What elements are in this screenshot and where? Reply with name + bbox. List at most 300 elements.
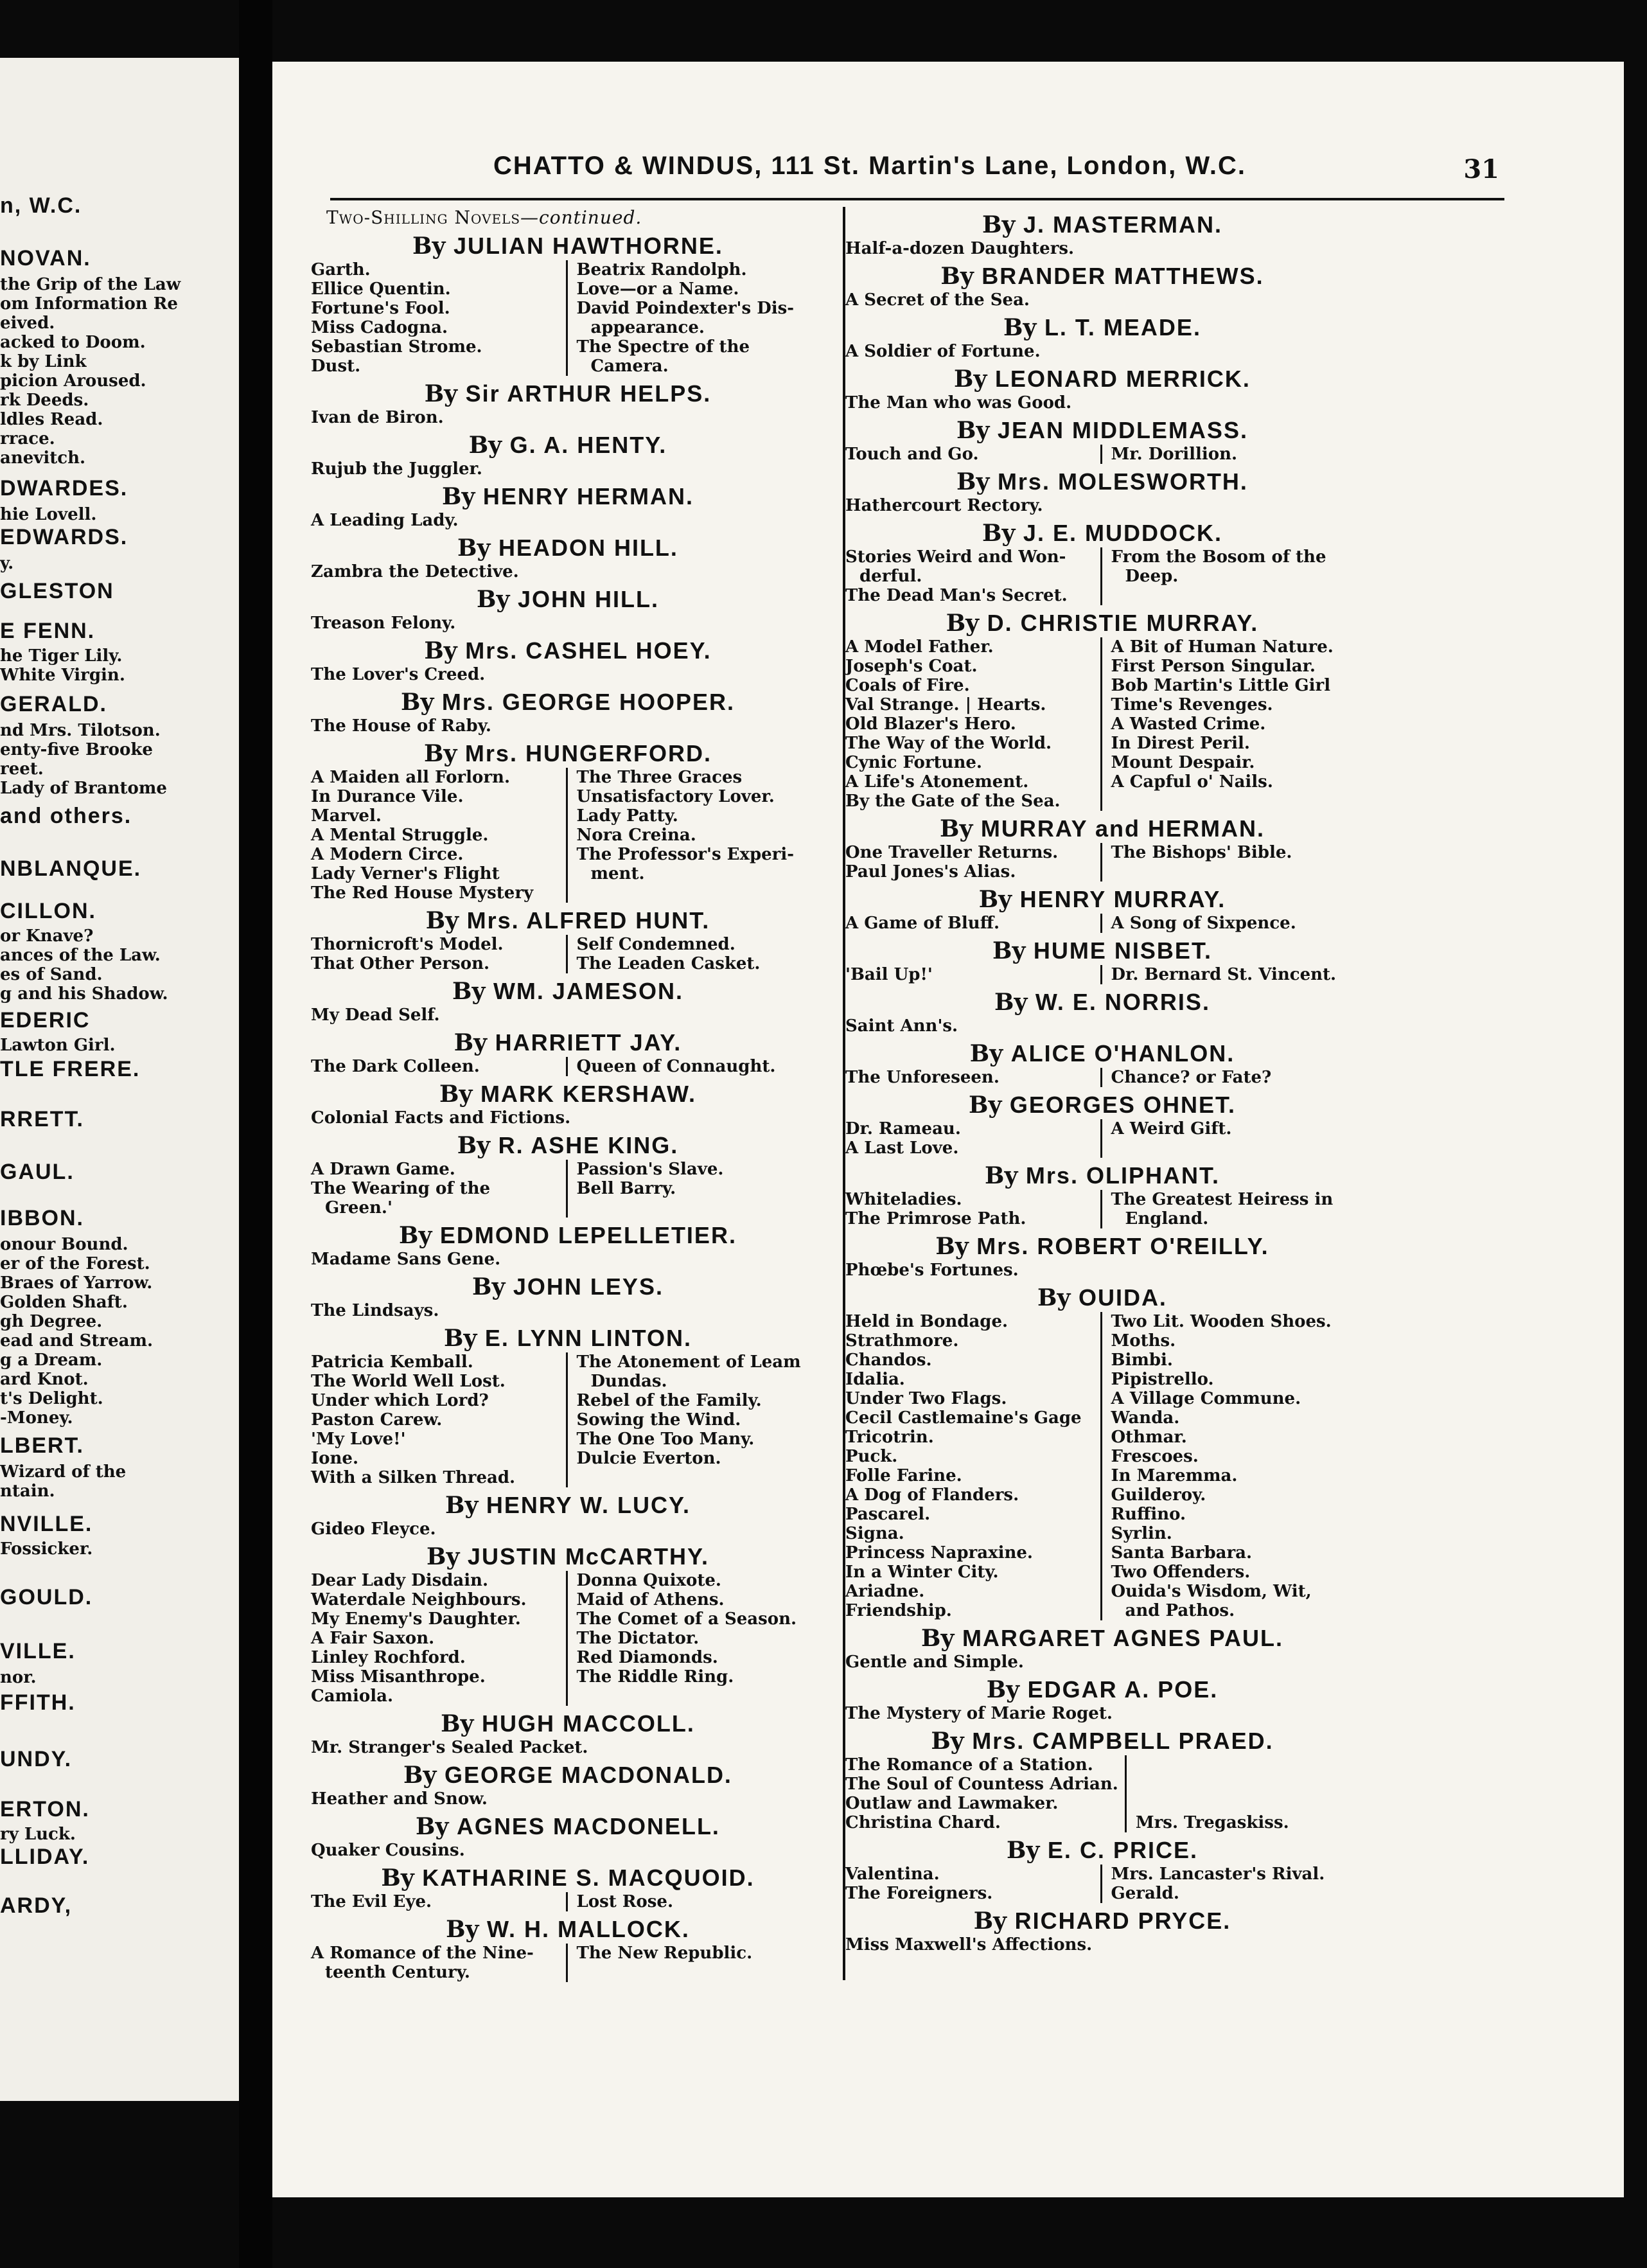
fragment-line: NVILLE. bbox=[0, 1512, 93, 1536]
title-entry: Miss Misanthrope. bbox=[311, 1667, 486, 1687]
title-entry: Lady Verner's Flight bbox=[311, 864, 500, 883]
title-entry: The Atonement of Leam bbox=[576, 1352, 801, 1372]
fragment-line: ERTON. bbox=[0, 1797, 90, 1821]
works-list bbox=[845, 965, 1359, 984]
author-label: WM. JAMESON. bbox=[493, 978, 683, 1004]
fragment-line: t's Delight. bbox=[0, 1389, 103, 1408]
fragment-line: White Virgin. bbox=[0, 666, 125, 685]
fragment-line: gh Degree. bbox=[0, 1312, 103, 1331]
by-prefix: By bbox=[399, 1222, 440, 1249]
section-continued: —continued. bbox=[520, 207, 642, 228]
fragment-line: enty-five Brooke bbox=[0, 740, 153, 759]
works-list bbox=[845, 342, 1359, 361]
title-entry: Maid of Athens. bbox=[576, 1590, 725, 1609]
works-list bbox=[311, 1571, 825, 1706]
works-list bbox=[311, 1108, 825, 1128]
title-entry: 'Bail Up!' bbox=[845, 965, 933, 984]
fragment-line: VILLE. bbox=[0, 1639, 76, 1663]
author-name bbox=[845, 1836, 1359, 1865]
title-entry: Dundas. bbox=[590, 1372, 667, 1391]
title-entry: Mrs. Lancaster's Rival. bbox=[1111, 1865, 1325, 1884]
title-entry: Lady Patty. bbox=[576, 806, 678, 826]
title-entry: In Durance Vile. bbox=[311, 787, 464, 806]
title-entry: The Comet of a Season. bbox=[576, 1609, 797, 1629]
title-entry: One Traveller Returns. bbox=[845, 843, 1059, 862]
fragment-line: and others. bbox=[0, 804, 132, 828]
author-label: Mrs. OLIPHANT. bbox=[1025, 1162, 1220, 1189]
fragment-line: eived. bbox=[0, 314, 55, 333]
works-column bbox=[311, 935, 568, 973]
works-column bbox=[845, 1068, 1102, 1087]
author-name bbox=[845, 468, 1359, 496]
author-name bbox=[845, 519, 1359, 547]
works-column bbox=[568, 1057, 825, 1076]
works-column bbox=[311, 1057, 568, 1076]
title-entry: The Evil Eye. bbox=[311, 1892, 432, 1911]
fragment-line: RRETT. bbox=[0, 1107, 84, 1131]
fragment-line: Fossicker. bbox=[0, 1539, 93, 1559]
by-prefix: By bbox=[1007, 1837, 1048, 1864]
author-entry bbox=[311, 534, 825, 581]
works-column bbox=[845, 1755, 1127, 1832]
author-label: HEADON HILL. bbox=[498, 535, 678, 561]
fragment-line: rrace. bbox=[0, 429, 55, 448]
works-list bbox=[845, 290, 1359, 310]
author-entry bbox=[311, 1543, 825, 1706]
title-entry: The Wearing of the bbox=[311, 1179, 491, 1198]
right-column bbox=[845, 207, 1359, 1954]
works-list bbox=[845, 1119, 1359, 1158]
fragment-line: NOVAN. bbox=[0, 246, 91, 270]
title-entry: A Song of Sixpence. bbox=[1111, 914, 1296, 933]
author-label: JOHN HILL. bbox=[517, 586, 659, 612]
works-column bbox=[311, 1352, 568, 1487]
fragment-line: ances of the Law. bbox=[0, 946, 161, 965]
author-name bbox=[845, 1091, 1359, 1119]
works-list bbox=[311, 1738, 825, 1757]
works-list bbox=[311, 1301, 825, 1320]
title-entry: Phœbe's Fortunes. bbox=[845, 1261, 1019, 1280]
works-column bbox=[845, 393, 1359, 412]
works-column bbox=[1102, 1865, 1360, 1903]
by-prefix: By bbox=[931, 1728, 973, 1755]
works-column bbox=[311, 1006, 825, 1025]
title-entry: Signa. bbox=[845, 1524, 904, 1543]
by-prefix: By bbox=[454, 1029, 495, 1056]
author-entry bbox=[845, 416, 1359, 464]
works-list bbox=[311, 260, 825, 376]
header-rule bbox=[330, 198, 1504, 200]
author-name bbox=[845, 416, 1359, 445]
works-column bbox=[311, 1841, 825, 1860]
author-name bbox=[311, 1080, 825, 1108]
author-label: MARGARET AGNES PAUL. bbox=[962, 1625, 1283, 1651]
title-entry: Under Two Flags. bbox=[845, 1389, 1007, 1408]
title-entry: Treason Felony. bbox=[311, 614, 456, 633]
author-label: JEAN MIDDLEMASS. bbox=[997, 417, 1248, 443]
author-name bbox=[845, 1727, 1359, 1755]
works-column bbox=[845, 1312, 1102, 1620]
author-label: JULIAN HAWTHORNE. bbox=[453, 233, 723, 259]
works-column bbox=[568, 768, 825, 903]
title-entry: Ione. bbox=[311, 1449, 359, 1468]
works-column bbox=[311, 459, 825, 479]
title-entry: The Dark Colleen. bbox=[311, 1057, 480, 1076]
title-entry: From the Bosom of the bbox=[1111, 547, 1326, 567]
fragment-line: DWARDES. bbox=[0, 476, 128, 501]
title-entry: Folle Farine. bbox=[845, 1466, 962, 1485]
works-column bbox=[311, 511, 825, 530]
fragment-line: E FENN. bbox=[0, 619, 96, 643]
author-entry bbox=[845, 1040, 1359, 1087]
title-entry: Old Blazer's Hero. bbox=[845, 714, 1016, 734]
author-entry bbox=[845, 1836, 1359, 1903]
author-name bbox=[311, 1491, 825, 1519]
works-column bbox=[1102, 965, 1360, 984]
title-entry: The World Well Lost. bbox=[311, 1372, 506, 1391]
author-entry bbox=[311, 483, 825, 530]
title-entry: derful. bbox=[859, 567, 922, 586]
works-column bbox=[568, 1944, 825, 1982]
author-name bbox=[845, 1162, 1359, 1190]
author-name bbox=[311, 1273, 825, 1301]
title-entry: Ruffino. bbox=[1111, 1505, 1186, 1524]
author-name bbox=[845, 1284, 1359, 1312]
left-column bbox=[311, 207, 825, 1982]
title-entry: Madame Sans Gene. bbox=[311, 1250, 501, 1269]
title-entry: A Soldier of Fortune. bbox=[845, 342, 1041, 361]
fragment-line: picion Aroused. bbox=[0, 371, 146, 391]
title-entry: Waterdale Neighbours. bbox=[311, 1590, 527, 1609]
fragment-line: Lawton Girl. bbox=[0, 1036, 116, 1055]
author-entry bbox=[311, 1915, 825, 1982]
title-entry: Two Lit. Wooden Shoes. bbox=[1111, 1312, 1332, 1331]
works-list bbox=[845, 1755, 1359, 1832]
by-prefix: By bbox=[994, 989, 1035, 1016]
fragment-line: he Tiger Lily. bbox=[0, 646, 123, 666]
author-entry bbox=[845, 1624, 1359, 1672]
title-entry: My Dead Self. bbox=[311, 1006, 440, 1025]
author-entry bbox=[845, 988, 1359, 1036]
title-entry: Patricia Kemball. bbox=[311, 1352, 473, 1372]
by-prefix: By bbox=[956, 468, 998, 495]
title-entry: Paston Carew. bbox=[311, 1410, 443, 1430]
works-column bbox=[311, 1738, 825, 1757]
by-prefix: By bbox=[1037, 1284, 1079, 1311]
author-name bbox=[845, 1676, 1359, 1704]
title-entry: Pipistrello. bbox=[1111, 1370, 1214, 1389]
fragment-line: ard Knot. bbox=[0, 1370, 89, 1389]
title-entry: The Greatest Heiress in bbox=[1111, 1190, 1334, 1209]
by-prefix: By bbox=[954, 366, 995, 393]
title-entry: Camera. bbox=[590, 357, 669, 376]
works-column bbox=[311, 1108, 825, 1128]
title-entry: appearance. bbox=[590, 318, 705, 337]
running-header bbox=[330, 152, 1499, 190]
works-list bbox=[311, 1892, 825, 1911]
by-prefix: By bbox=[969, 1092, 1010, 1119]
works-column bbox=[311, 260, 568, 376]
author-label: Mrs. CAMPBELL PRAED. bbox=[972, 1728, 1274, 1754]
author-name bbox=[311, 1029, 825, 1057]
by-prefix: By bbox=[446, 1916, 487, 1943]
title-entry: A Mental Struggle. bbox=[311, 826, 489, 845]
fragment-line: ead and Stream. bbox=[0, 1331, 154, 1351]
title-entry: The Soul of Countess Adrian. bbox=[845, 1775, 1118, 1794]
works-list bbox=[845, 445, 1359, 464]
title-entry: Heather and Snow. bbox=[311, 1789, 488, 1809]
works-column bbox=[845, 1190, 1102, 1228]
by-prefix: By bbox=[403, 1762, 445, 1789]
by-prefix: By bbox=[978, 886, 1020, 913]
works-list bbox=[845, 1865, 1359, 1903]
title-entry: Dr. Bernard St. Vincent. bbox=[1111, 965, 1337, 984]
author-name bbox=[845, 1232, 1359, 1261]
author-label: HARRIETT JAY. bbox=[495, 1029, 682, 1056]
page-number: 31 bbox=[1463, 154, 1499, 184]
works-column bbox=[568, 1892, 825, 1911]
author-label: J. MASTERMAN. bbox=[1023, 211, 1222, 238]
fragment-line: LBERT. bbox=[0, 1433, 84, 1458]
works-column bbox=[1102, 445, 1360, 464]
title-entry: The One Too Many. bbox=[576, 1430, 755, 1449]
works-list bbox=[845, 1068, 1359, 1087]
author-entry bbox=[845, 262, 1359, 310]
author-name bbox=[311, 1761, 825, 1789]
title-entry: Zambra the Detective. bbox=[311, 562, 519, 581]
title-entry: Wanda. bbox=[1111, 1408, 1180, 1428]
fragment-line: hie Lovell. bbox=[0, 505, 97, 524]
author-label: Mrs. HUNGERFORD. bbox=[464, 740, 712, 766]
author-label: R. ASHE KING. bbox=[498, 1132, 679, 1158]
title-entry: Joseph's Coat. bbox=[845, 657, 978, 676]
works-column bbox=[1127, 1755, 1359, 1832]
works-list bbox=[311, 1519, 825, 1539]
author-name bbox=[845, 609, 1359, 637]
fragment-line: ry Luck. bbox=[0, 1825, 76, 1844]
works-column bbox=[845, 1865, 1102, 1903]
works-column bbox=[845, 914, 1102, 933]
title-entry: Queen of Connaught. bbox=[576, 1057, 776, 1076]
fragment-line: UNDY. bbox=[0, 1747, 73, 1771]
works-list bbox=[845, 1935, 1359, 1954]
author-name bbox=[845, 988, 1359, 1016]
fragment-line: GERALD. bbox=[0, 692, 107, 716]
works-column bbox=[311, 1250, 825, 1269]
author-label: Mrs. CASHEL HOEY. bbox=[465, 637, 712, 664]
works-list bbox=[311, 459, 825, 479]
title-entry: The House of Raby. bbox=[311, 716, 491, 736]
author-label: EDMOND LEPELLETIER. bbox=[439, 1222, 737, 1248]
author-label: Sir ARTHUR HELPS. bbox=[465, 380, 712, 407]
author-entry bbox=[311, 1221, 825, 1269]
author-label: Mrs. ROBERT O'REILLY. bbox=[976, 1233, 1269, 1259]
title-entry: The Dictator. bbox=[576, 1629, 700, 1648]
author-entry bbox=[845, 365, 1359, 412]
author-label: E. C. PRICE. bbox=[1047, 1837, 1198, 1863]
left-page-text bbox=[0, 193, 239, 2056]
title-entry: A Leading Lady. bbox=[311, 511, 459, 530]
works-column bbox=[845, 965, 1102, 984]
author-label: D. CHRISTIE MURRAY. bbox=[987, 610, 1259, 636]
author-name bbox=[845, 262, 1359, 290]
title-entry: The Three Graces bbox=[576, 768, 743, 787]
title-entry: A Dog of Flanders. bbox=[845, 1485, 1019, 1505]
author-entry bbox=[845, 885, 1359, 933]
title-entry: Red Diamonds. bbox=[576, 1648, 718, 1667]
title-entry: Rebel of the Family. bbox=[576, 1391, 762, 1410]
title-entry: The Red House Mystery bbox=[311, 883, 534, 903]
works-column bbox=[845, 1704, 1359, 1723]
author-entry bbox=[845, 1091, 1359, 1158]
title-entry: The Way of the World. bbox=[845, 734, 1052, 753]
title-entry: A Game of Bluff. bbox=[845, 914, 1000, 933]
by-prefix: By bbox=[946, 610, 987, 637]
author-entry bbox=[311, 232, 825, 376]
title-entry: The Lover's Creed. bbox=[311, 665, 486, 684]
title-entry: A Wasted Crime. bbox=[1111, 714, 1266, 734]
title-entry: Garth. bbox=[311, 260, 371, 279]
author-entry bbox=[845, 937, 1359, 984]
fragment-line: ARDY, bbox=[0, 1893, 73, 1918]
title-entry: ment. bbox=[590, 864, 645, 883]
title-entry: A Capful o' Nails. bbox=[1111, 772, 1273, 792]
fragment-line: Lady of Brantome bbox=[0, 779, 167, 798]
title-entry: Under which Lord? bbox=[311, 1391, 489, 1410]
author-label: LEONARD MERRICK. bbox=[994, 366, 1251, 392]
works-column bbox=[1102, 1119, 1360, 1158]
author-entry bbox=[311, 688, 825, 736]
works-column bbox=[845, 445, 1102, 464]
works-column bbox=[568, 260, 825, 376]
title-entry: A Maiden all Forlorn. bbox=[311, 768, 511, 787]
author-name bbox=[845, 1040, 1359, 1068]
author-entry bbox=[311, 1491, 825, 1539]
works-list bbox=[845, 496, 1359, 515]
by-prefix: By bbox=[441, 1710, 482, 1737]
works-list bbox=[311, 408, 825, 427]
title-entry: The Spectre of the bbox=[576, 337, 750, 357]
author-entry bbox=[311, 1324, 825, 1487]
works-list bbox=[311, 1160, 825, 1218]
author-label: MURRAY and HERMAN. bbox=[980, 815, 1265, 842]
author-name bbox=[311, 1543, 825, 1571]
title-entry: Camiola. bbox=[311, 1687, 394, 1706]
fragment-line: nor. bbox=[0, 1668, 37, 1687]
title-entry: Stories Weird and Won- bbox=[845, 547, 1066, 567]
author-entry bbox=[311, 1710, 825, 1757]
title-entry: Gerald. bbox=[1111, 1884, 1179, 1903]
by-prefix: By bbox=[457, 1132, 498, 1159]
author-entry bbox=[311, 1080, 825, 1128]
works-column bbox=[845, 496, 1359, 515]
title-entry: David Poindexter's Dis- bbox=[576, 299, 795, 318]
title-entry: My Enemy's Daughter. bbox=[311, 1609, 521, 1629]
title-entry: Dear Lady Disdain. bbox=[311, 1571, 489, 1590]
title-entry: The Unforeseen. bbox=[845, 1068, 1000, 1087]
fragment-line: GLESTON bbox=[0, 579, 114, 603]
title-entry: Princess Napraxine. bbox=[845, 1543, 1033, 1563]
author-name bbox=[311, 483, 825, 511]
title-entry: Touch and Go. bbox=[845, 445, 979, 464]
by-prefix: By bbox=[442, 483, 483, 510]
title-entry: Half-a-dozen Daughters. bbox=[845, 239, 1075, 258]
title-entry: A Romance of the Nine- bbox=[311, 1944, 534, 1963]
works-list bbox=[311, 1841, 825, 1860]
left-page-fragment bbox=[0, 58, 241, 2101]
works-column bbox=[311, 562, 825, 581]
works-list bbox=[845, 547, 1359, 605]
title-entry: Mr. Stranger's Sealed Packet. bbox=[311, 1738, 588, 1757]
fragment-line: g and his Shadow. bbox=[0, 984, 168, 1004]
author-name bbox=[311, 637, 825, 665]
by-prefix: By bbox=[425, 907, 467, 934]
author-name bbox=[311, 232, 825, 260]
title-entry: Two Offenders. bbox=[1111, 1563, 1251, 1582]
author-entry bbox=[311, 907, 825, 973]
title-entry: Tricotrin. bbox=[845, 1428, 934, 1447]
works-column bbox=[311, 716, 825, 736]
fragment-line: anevitch. bbox=[0, 448, 86, 468]
title-entry: A Bit of Human Nature. bbox=[1111, 637, 1334, 657]
author-name bbox=[311, 1915, 825, 1944]
works-column bbox=[1102, 1312, 1360, 1620]
author-entry bbox=[311, 637, 825, 684]
title-entry: Hathercourt Rectory. bbox=[845, 496, 1043, 515]
author-label: BRANDER MATTHEWS. bbox=[982, 263, 1264, 289]
works-column bbox=[311, 768, 568, 903]
works-column bbox=[1102, 547, 1360, 605]
fragment-line: ldles Read. bbox=[0, 410, 103, 429]
author-entry bbox=[845, 1676, 1359, 1723]
by-prefix: By bbox=[921, 1625, 962, 1652]
works-column bbox=[845, 843, 1102, 882]
title-entry: Unsatisfactory Lover. bbox=[576, 787, 775, 806]
works-list bbox=[311, 768, 825, 903]
author-name bbox=[845, 1624, 1359, 1652]
fragment-line: ntain. bbox=[0, 1482, 55, 1501]
author-name bbox=[845, 211, 1359, 239]
works-column bbox=[845, 637, 1102, 811]
author-name bbox=[845, 937, 1359, 965]
works-column bbox=[311, 665, 825, 684]
title-entry: Dulcie Everton. bbox=[576, 1449, 721, 1468]
author-label: HENRY MURRAY. bbox=[1019, 886, 1226, 912]
works-list bbox=[311, 1006, 825, 1025]
works-column bbox=[1102, 1190, 1360, 1228]
title-entry bbox=[1136, 1794, 1359, 1813]
works-list bbox=[845, 1190, 1359, 1228]
works-column bbox=[311, 1789, 825, 1809]
title-entry: A Drawn Game. bbox=[311, 1160, 455, 1179]
by-prefix: By bbox=[381, 1865, 423, 1891]
fragment-line: y. bbox=[0, 554, 14, 573]
works-column bbox=[845, 1261, 1359, 1280]
author-entry bbox=[311, 977, 825, 1025]
by-prefix: By bbox=[982, 211, 1023, 238]
works-column bbox=[311, 408, 825, 427]
title-entry: That Other Person. bbox=[311, 954, 490, 973]
fragment-line: Golden Shaft. bbox=[0, 1293, 128, 1312]
title-entry: Mount Despair. bbox=[1111, 753, 1255, 772]
by-prefix: By bbox=[439, 1081, 480, 1108]
author-entry bbox=[311, 1812, 825, 1860]
fragment-line: g a Dream. bbox=[0, 1351, 103, 1370]
title-entry: Bob Martin's Little Girl bbox=[1111, 676, 1331, 695]
works-column bbox=[311, 614, 825, 633]
title-entry: Chance? or Fate? bbox=[1111, 1068, 1272, 1087]
title-entry: teenth Century. bbox=[325, 1963, 470, 1982]
